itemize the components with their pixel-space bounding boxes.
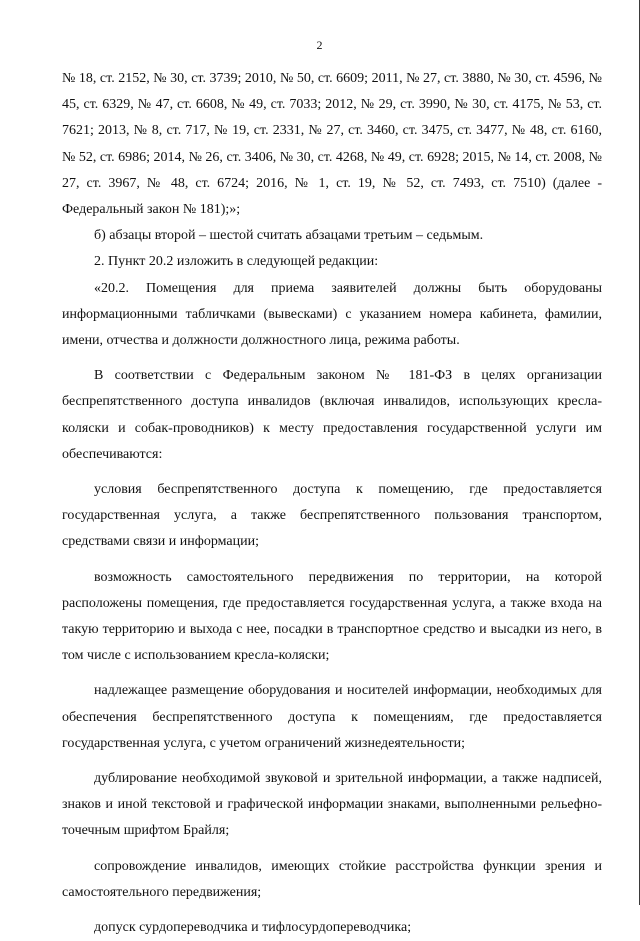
paragraph-subitem-b: б) абзацы второй – шестой считать абзацами третьим – седьмым. — [94, 228, 484, 244]
list-item-access-conditions: условия беспрепятственного доступа к помещению, где предоставляется государственная услуга, а также беспрепятственного пользования транспортом, средствами связи и информации; — [62, 482, 602, 550]
paragraph-law-citations: № 18, ст. 2152, № 30, ст. 3739; 2010, № 50, ст. 6609; 2011, № 27, ст. 3880, № 30, ст. 4596, № 45, ст. 6329, № 47, ст. 6608, № 49, ст. 7033; 2012, № 29, ст. 3990, № 30, ст. 4175, № 53, ст. 7621; 2013, № 8, ст. 717, № 19, ст. 2331, № 27, ст. 3460, ст. 3475, ст. 3477, № 48, ст. 6160, № 52, ст. 6986; 2014, № 26, ст. 3406, № 30, ст. 4268, № 49, ст. 6928; 2015, № 14, ст. 2008, № 27, ст. 3967, № 48, ст. 6724; 2016, № 1, ст. 19, № 52, ст. 7493, ст. 7510) (далее - Федеральный закон № 181);»; — [62, 71, 602, 218]
list-item-escort: сопровождение инвалидов, имеющих стойкие расстройства функции зрения и самостоятельного передвижения; — [62, 858, 602, 900]
list-item-braille-duplication: дублирование необходимой звуковой и зрительной информации, а также надписей, знаков и иной текстовой и графической информации знаками, выполненными рельефно-точечным шрифтом Брайля; — [62, 771, 602, 839]
document-body — [62, 66, 602, 941]
list-item-equipment-placement: надлежащее размещение оборудования и носителей информации, необходимых для обеспечения беспрепятственного доступа к помещениям, где предоставляется государственная услуга, с учетом ограничений жизнедеятельности; — [62, 683, 602, 751]
paragraph-item-2: 2. Пункт 20.2 изложить в следующей редакции: — [94, 254, 379, 270]
paragraph-clause-20-2: «20.2. Помещения для приема заявителей должны быть оборудованы информационными табличками (вывесками) с указанием номера кабинета, фамилии, имени, отчества и должности должностного лица, режима работы. — [62, 280, 602, 349]
list-item-interpreter-admission: допуск сурдопереводчика и тифлосурдопереводчика; — [94, 920, 412, 936]
list-item-independent-movement: возможность самостоятельного передвижения по территории, на которой расположены помещения, где предоставляется государственная услуга, а также входа на такую территорию и выхода с нее, посадки в транспортное средство и высадки из него, в том числе с использованием кресла-коляски; — [62, 569, 602, 664]
paragraph-accessibility-intro: В соответствии с Федеральным законом № 181-ФЗ в целях организации беспрепятственного доступа инвалидов (включая инвалидов, использующих кресла-коляски и собак-проводников) к месту предоставления государственной услуги им обеспечиваются: — [62, 368, 602, 462]
page-number: 2 — [316, 38, 323, 52]
